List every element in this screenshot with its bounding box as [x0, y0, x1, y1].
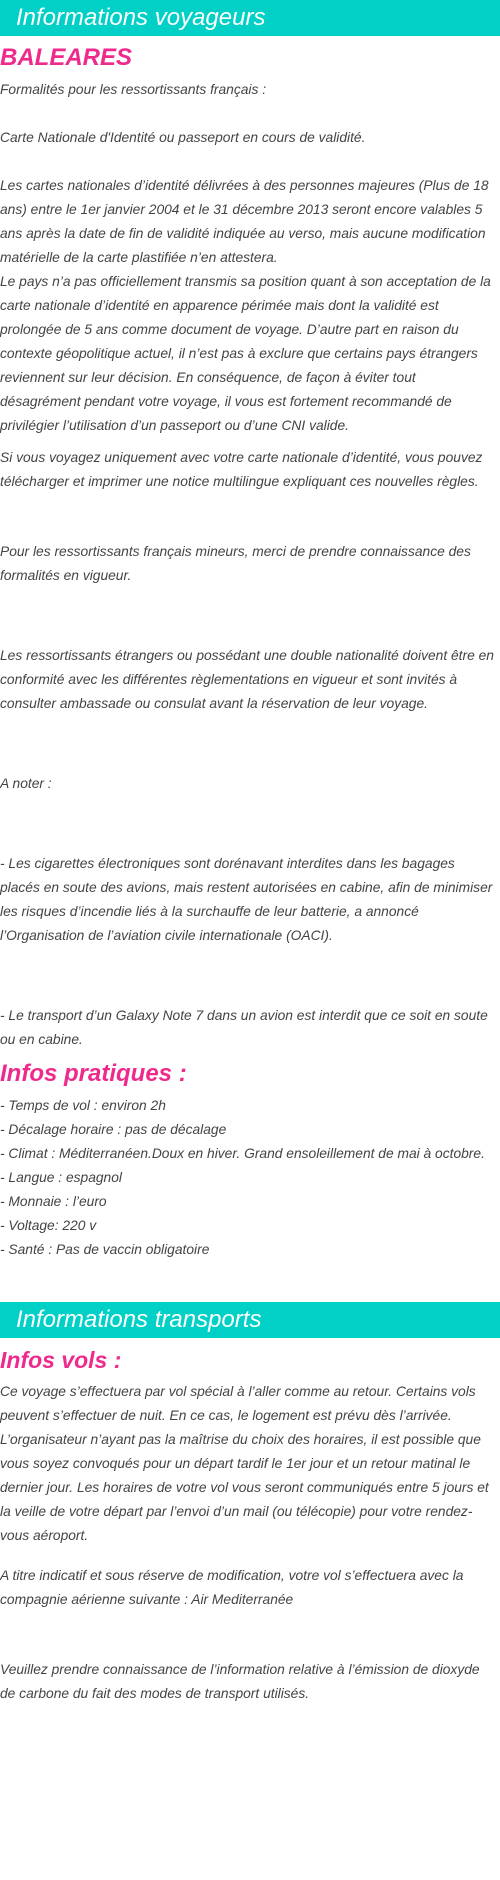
infos-vols-heading: Infos vols :	[0, 1347, 122, 1373]
list-item: - Climat : Méditerranéen.Doux en hiver. Grand ensoleillement de mai à octobre.	[0, 1146, 485, 1161]
infos-pratiques-heading: Infos pratiques :	[0, 1060, 187, 1087]
list-item: - Voltage: 220 v	[0, 1218, 97, 1233]
mineurs-paragraph: Pour les ressortissants français mineurs, merci de prendre connaissance des formalités en vigueur.	[0, 544, 471, 583]
section-band-transports	[0, 1302, 500, 1338]
cni-line: Carte Nationale d'Identité ou passeport en cours de validité.	[0, 130, 366, 145]
infos-pratiques-list	[0, 1094, 500, 1262]
pays-paragraph: Le pays n’a pas officiellement transmis sa position quant à son acceptation de la carte nationale d’identité en apparence périmée mais dont la validité est prolongée de 5 ans comme document de voyage. D’autre part en raison du contexte géopolitique actuel, il n’est pas à exclure que certains pays étrangers reviennent sur leur décision. En conséquence, de façon à éviter tout désagrément pendant votre voyage, il vous est fortement recommandé de privilégier l’utilisation d’un passeport ou d’une CNI valide.	[0, 274, 491, 433]
a-noter-label: A noter :	[0, 776, 52, 791]
section-band-voyageurs	[0, 0, 500, 36]
cigarettes-paragraph: - Les cigarettes électroniques sont dorénavant interdites dans les bagages placés en soute des avions, mais restent autorisées en cabine, afin de minimiser les risques d’incendie liés à la surchauffe de leur batterie, a annoncé l’Organisation de l’aviation civile internationale (OACI).	[0, 856, 493, 943]
etrangers-paragraph: Les ressortissants étrangers ou possédant une double nationalité doivent être en conformité avec les différentes règlementations en vigueur et sont invités à consulter ambassade ou consulat avant la réservation de leur voyage.	[0, 648, 494, 711]
galaxy-paragraph: - Le transport d’un Galaxy Note 7 dans un avion est interdit que ce soit en soute ou en cabine.	[0, 1008, 488, 1047]
list-item: - Santé : Pas de vaccin obligatoire	[0, 1242, 210, 1257]
list-item: - Décalage horaire : pas de décalage	[0, 1122, 227, 1137]
section-title-transports: Informations transports	[16, 1306, 262, 1333]
formalites-intro: Formalités pour les ressortissants français :	[0, 82, 267, 97]
section-title-voyageurs: Informations voyageurs	[16, 4, 266, 31]
compagnie-paragraph: A titre indicatif et sous réserve de modification, votre vol s’effectuera avec la compagnie aérienne suivante : Air Mediterranée	[0, 1568, 464, 1607]
destination-heading: BALEARES	[0, 44, 133, 71]
list-item: - Monnaie : l’euro	[0, 1194, 107, 1209]
list-item: - Temps de vol : environ 2h	[0, 1098, 166, 1113]
notice-paragraph: Si vous voyagez uniquement avec votre carte nationale d’identité, vous pouvez télécharger et imprimer une notice multilingue expliquant ces nouvelles règles.	[0, 450, 483, 489]
co2-paragraph: Veuillez prendre connaissance de l’information relative à l’émission de dioxyde de carbone du fait des modes de transport utilisés.	[0, 1662, 480, 1701]
vol-paragraph: Ce voyage s’effectuera par vol spécial à l’aller comme au retour. Certains vols peuvent s’effectuer de nuit. En ce cas, le logement est prévu dès l’arrivée. L’organisateur n’ayant pas la maîtrise du choix des horaires, il est possible que vous soyez convoqués pour un départ tardif le 1er jour et un retour matinal le dernier jour. Les horaires de votre vol vous seront communiqués entre 5 jours et la veille de votre départ par l’envoi d’un mail (ou télécopie) pour votre rendez-vous aéroport.	[0, 1384, 489, 1543]
list-item: - Langue : espagnol	[0, 1170, 122, 1185]
cni-paragraph: Les cartes nationales d’identité délivrées à des personnes majeures (Plus de 18 ans) entre le 1er janvier 2004 et le 31 décembre 2013 seront encore valables 5 ans après la date de fin de validité indiquée au verso, mais aucune modification matérielle de la carte plastifiée n’en attestera.	[0, 178, 489, 265]
